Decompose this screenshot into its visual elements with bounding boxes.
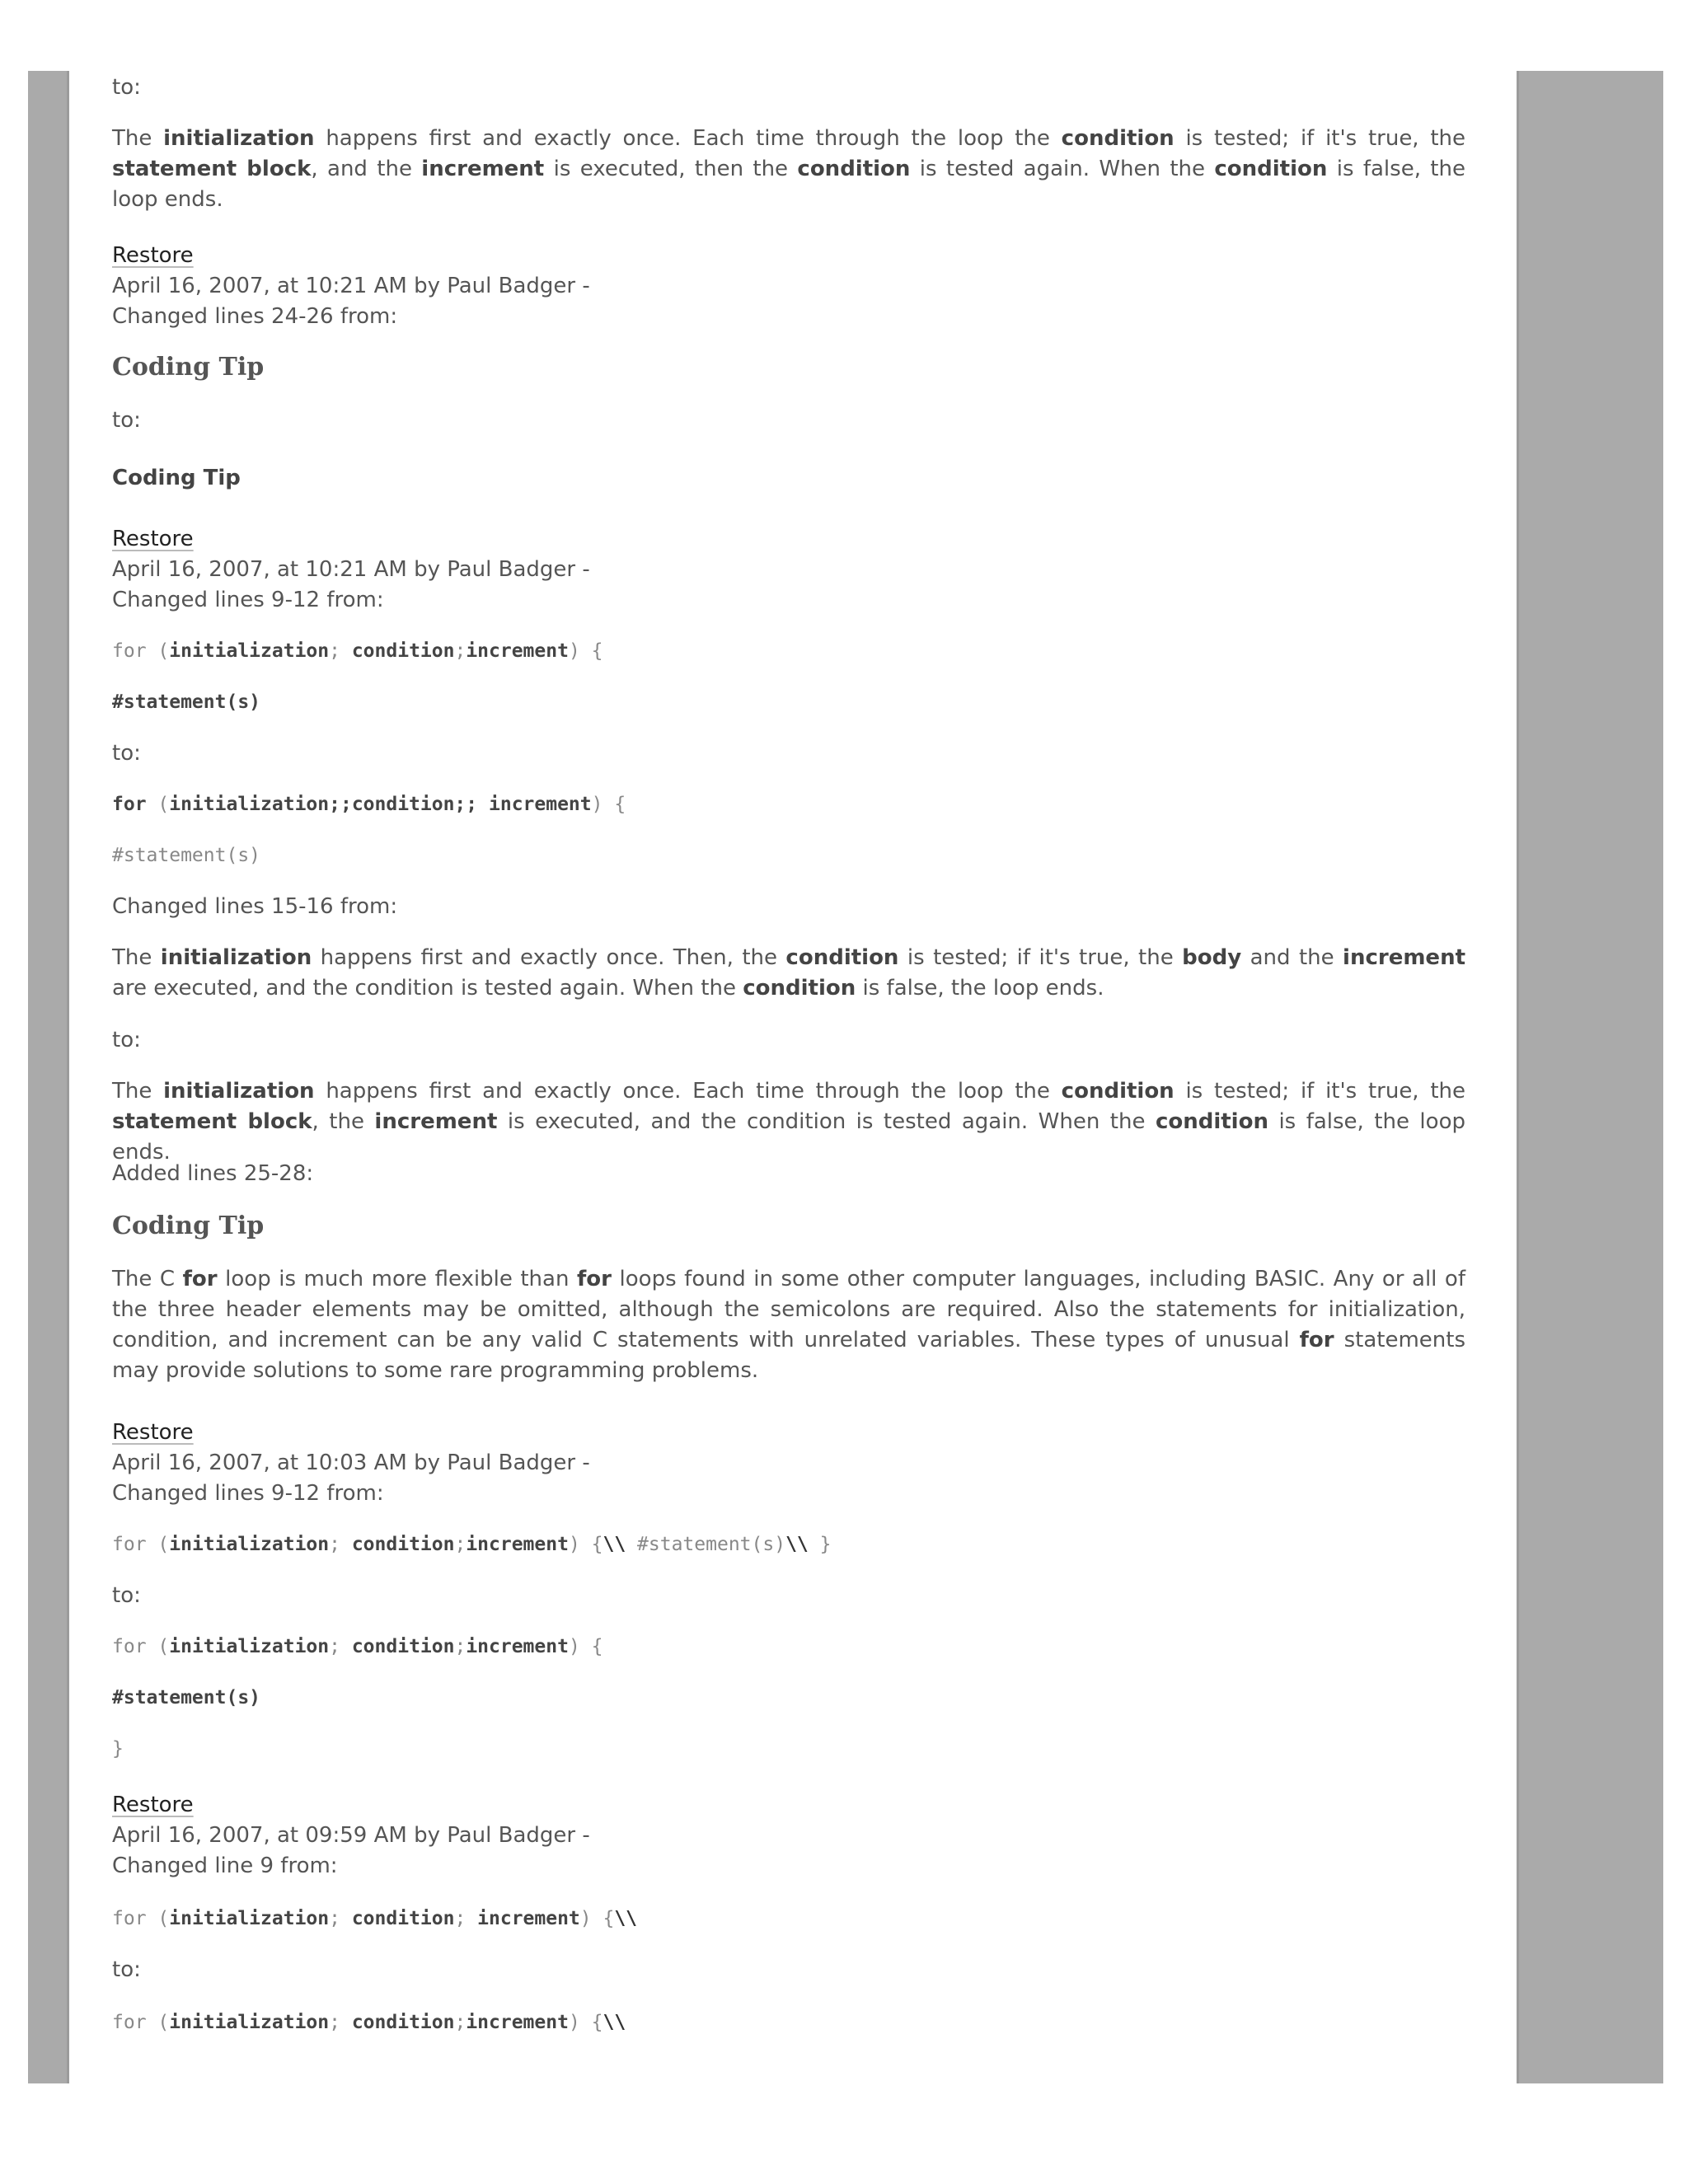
revision-date: April 16, 2007, at 10:03 AM by Paul Badger - [112,1451,590,1475]
added-lines: Added lines 25-28: [112,1161,314,1186]
code-line: for (initialization; condition;increment) {\\ #statement(s)\\ } [112,1534,832,1555]
restore-link[interactable]: Restore [112,1420,194,1445]
paragraph-new-description: The initialization happens first and exactly once. Each time through the loop the condition is tested; if it's true, the statement block, the increment is executed, and the condition is tested again. When the condition is false, the loop ends. [112,1079,1466,1165]
to-label: to: [112,1583,141,1608]
code-line: for (initialization; condition;increment) { [112,640,603,662]
restore-link[interactable]: Restore [112,243,194,268]
to-label: to: [112,75,141,100]
right-margin-bar [1517,71,1663,2083]
to-label: to: [112,1028,141,1052]
coding-tip-heading: Coding Tip [112,353,265,382]
code-line: for (initialization; condition;increment) {\\ [112,2012,626,2033]
paragraph-old-description: The initialization happens first and exactly once. Then, the condition is tested; if it's true, the body and the increment are executed, and the condition is tested again. When the condition is false, the loop ends. [112,945,1466,1001]
code-line: for (initialization; condition;increment) { [112,1636,603,1657]
revision-entry [112,1790,1465,1882]
restore-link[interactable]: Restore [112,527,194,551]
code-line: #statement(s) [112,845,261,866]
revision-entry [112,1418,1465,1509]
changed-lines: Changed lines 9-12 from: [112,1481,384,1506]
restore-link[interactable]: Restore [112,1793,194,1817]
revision-entry [112,524,1465,616]
to-label: to: [112,741,141,766]
code-line: #statement(s) [112,691,261,713]
code-line: } [112,1738,124,1760]
changed-lines: Changed lines 15-16 from: [112,894,398,919]
left-margin-bar [28,71,69,2083]
code-line: for (initialization;;condition;; increment) { [112,794,626,815]
paragraph-new-description: The initialization happens first and exactly once. Each time through the loop the condition is tested; if it's true, the statement block, and the increment is executed, then the condition is tested again. When the condition is false, the loop ends. [112,126,1466,212]
revision-date: April 16, 2007, at 09:59 AM by Paul Badger - [112,1823,590,1848]
coding-tip-heading: Coding Tip [112,1212,265,1240]
revision-date: April 16, 2007, at 10:21 AM by Paul Badger - [112,274,590,298]
changed-lines: Changed lines 9-12 from: [112,588,384,612]
code-line: for (initialization; condition; increment) {\\ [112,1908,638,1929]
code-line: #statement(s) [112,1687,261,1708]
to-label: to: [112,408,141,433]
changed-lines: Changed lines 24-26 from: [112,304,398,329]
coding-tip-subheading: Coding Tip [112,466,241,490]
revision-date: April 16, 2007, at 10:21 AM by Paul Badger - [112,557,590,582]
revision-entry [112,241,1465,332]
to-label: to: [112,1957,141,1982]
changed-lines: Changed line 9 from: [112,1854,338,1878]
coding-tip-paragraph: The C for loop is much more flexible than for loops found in some other computer languages, including BASIC. Any or all of the three header elements may be omitted, although the semicolons are required. Also the statements for initialization, condition, and increment can be any valid C statements with unrelated variables. These types of unusual for statements may provide solutions to some rare programming problems. [112,1267,1465,1383]
